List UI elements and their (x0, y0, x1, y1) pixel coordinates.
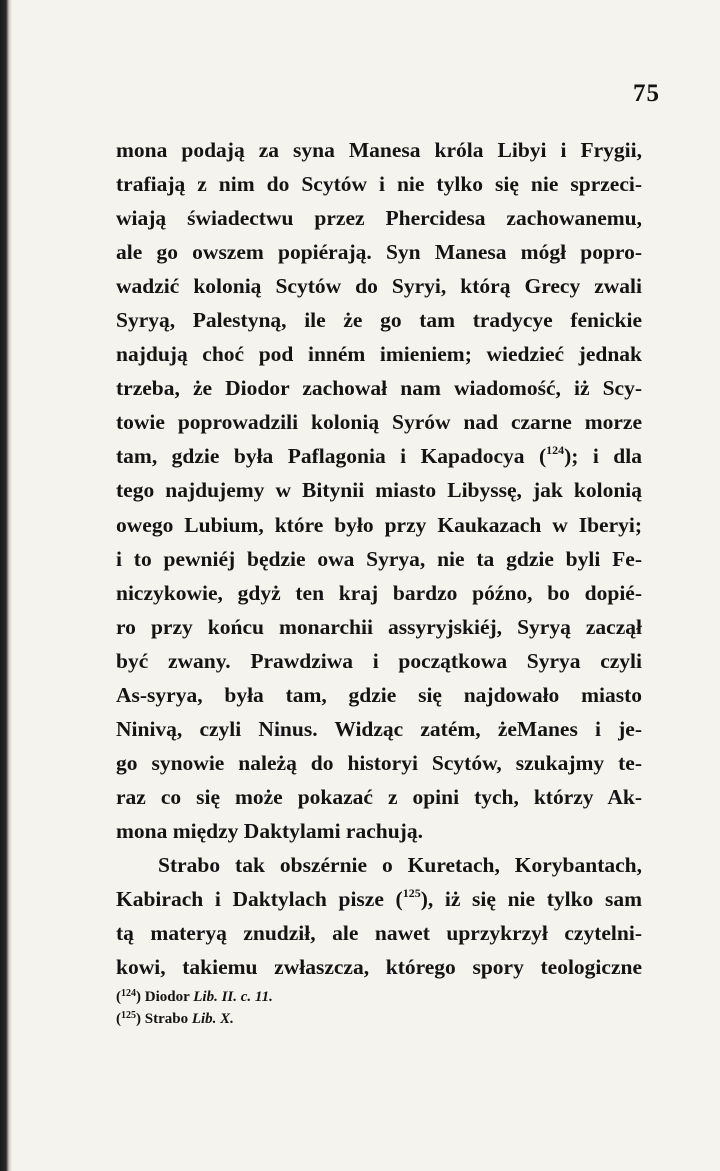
text-line: ale go owszem popiérają. Syn Manesa mógł popro- (116, 240, 642, 265)
page-number: 75 (633, 80, 660, 107)
text-segment: ), iż się nie tylko sam (420, 887, 642, 912)
text-line-with-footnote-ref (116, 882, 642, 916)
body-text (116, 133, 642, 984)
text-line: niczykowie, gdyż ten kraj bardzo późno, bo dopié- (116, 580, 642, 605)
footnote-paren: ( (116, 1011, 121, 1027)
footnote-paren: ) (136, 1011, 141, 1027)
text-segment: tam, gdzie była Paflagonia i Kapadocya ( (116, 444, 547, 469)
text-line: towie poprowadzili kolonią Syrów nad czarne morze (116, 410, 642, 435)
text-line-with-footnote-ref (116, 439, 642, 473)
text-line: wadzić kolonią Scytów do Syryi, którą Grecy zwali (116, 274, 642, 299)
footnote-number: 125 (121, 1010, 136, 1021)
text-segment: ); i dla (564, 444, 642, 469)
text-line: najdują choć pod inném imieniem; wiedzieć jednak (116, 342, 642, 367)
paragraph-end-line: mona między Daktylami rachują. (116, 818, 423, 843)
text-line: go synowie należą do historyi Scytów, szukajmy te- (116, 750, 642, 775)
footnote-number: 124 (121, 988, 136, 999)
text-line: Syryą, Palestyną, ile że go tam tradycye fenickie (116, 308, 642, 333)
footnote (116, 983, 642, 1005)
text-line: i to pewniéj będzie owa Syrya, nie ta gdzie byli Fe- (116, 546, 642, 571)
text-line: ro przy końcu monarchii assyryjskiéj, Syryą zaczął (116, 614, 642, 639)
text-line: trafiają z nim do Scytów i nie tylko się nie sprzeci- (116, 172, 642, 197)
text-line: być zwany. Prawdziwa i początkowa Syrya czyli (116, 648, 642, 673)
footnote-reference: 124 (546, 443, 565, 458)
text-line: wiają świadectwu przez Phercidesa zachowanemu, (116, 206, 642, 231)
footnote-author: Diodor (144, 989, 190, 1005)
text-line: As-syrya, była tam, gdzie się najdowało miasto (116, 682, 642, 707)
footnote-source: Lib. X. (191, 1011, 234, 1027)
text-segment: Kabirach i Daktylach pisze ( (116, 887, 403, 912)
page-binding-edge (0, 0, 12, 1171)
paragraph-start-line: Strabo tak obszérnie o Kuretach, Korybantach, (158, 852, 642, 877)
text-line: raz co się może pokazać z opini tych, którzy Ak- (116, 784, 642, 809)
footnote-author: Strabo (144, 1011, 189, 1027)
footnote-reference: 125 (402, 886, 421, 901)
footnote-paren: ( (116, 989, 121, 1005)
footnote-paren: ) (136, 989, 141, 1005)
text-line: tą materyą znudził, ale nawet uprzykrzył czytelni- (116, 921, 642, 946)
footnote-source: Lib. II. c. 11. (193, 989, 273, 1005)
text-line: Ninivą, czyli Ninus. Widząc zatém, żeManes i je- (116, 716, 642, 741)
text-line: kowi, takiemu zwłaszcza, którego spory teologiczne (116, 955, 642, 980)
text-line: owego Lubium, które było przy Kaukazach w Iberyi; (116, 512, 642, 537)
text-line: tego najdujemy w Bitynii miasto Libyssę, jak kolonią (116, 478, 642, 503)
footnote (116, 1005, 642, 1027)
text-line: mona podają za syna Manesa króla Libyi i Frygii, (116, 138, 642, 162)
text-line: trzeba, że Diodor zachował nam wiadomość, iż Scy- (116, 376, 642, 401)
footnotes (116, 983, 642, 1027)
